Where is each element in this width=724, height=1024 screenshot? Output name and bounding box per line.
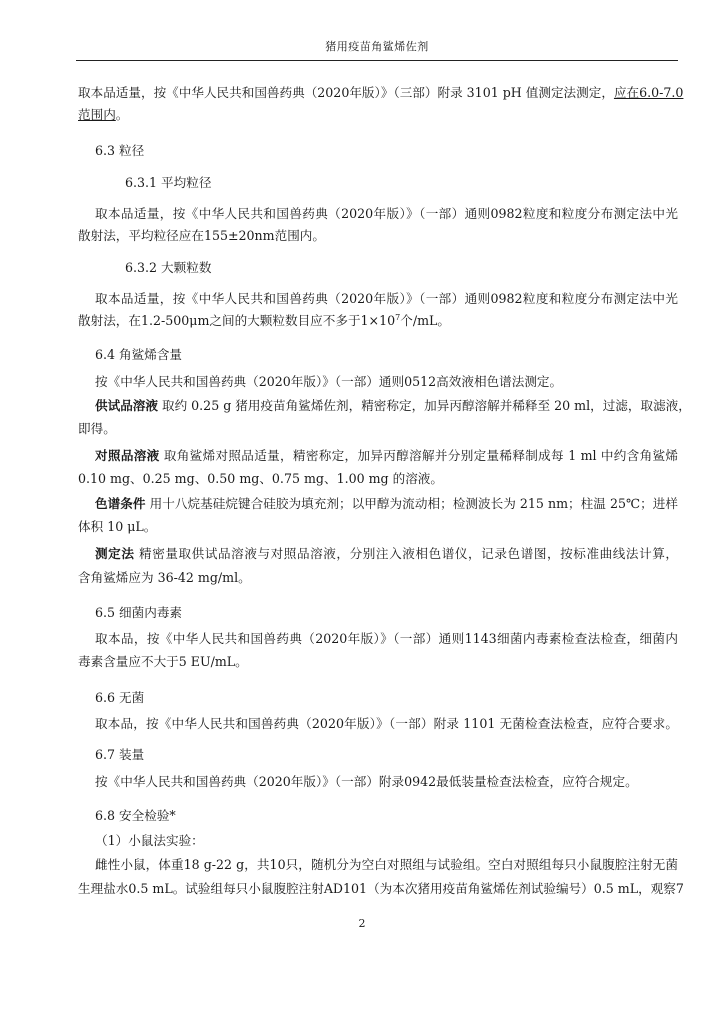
s68-line-1: 雌性小鼠，体重18 g-22 g，共10只，随机分为空白对照组与试验组。空白对照组每只小鼠腹腔注射无菌 — [95, 857, 678, 872]
reference-solution-label: 对照品溶液 — [95, 448, 160, 463]
sample-solution-label: 供试品溶液 — [95, 398, 158, 413]
s632-exponent: 7 — [395, 313, 401, 322]
section-heading-6-5: 6.5 细菌内毒素 — [95, 605, 183, 620]
running-header: 猪用疫苗角鲨烯佐剂 — [325, 40, 429, 53]
ph-paragraph-line-2 — [78, 107, 128, 123]
section-heading-6-3: 6.3 粒径 — [95, 143, 145, 158]
s66-line-1: 取本品，按《中华人民共和国兽药典（2020年版）》（一部）附录 1101 无菌检查法检查，应符合要求。 — [95, 716, 678, 731]
chromatography-label: 色谱条件 — [95, 496, 146, 511]
s631-line-1: 取本品适量，按《中华人民共和国兽药典（2020年版）》（一部）通则0982粒度和粒度分布测定法中光 — [95, 206, 678, 221]
s64-intro: 按《中华人民共和国兽药典（2020年版）》（一部）通则0512高效液相色谱法测定。 — [95, 374, 563, 389]
s64-chrom-line-2: 体积 10 μL。 — [78, 519, 157, 534]
s632-line-1: 取本品适量，按《中华人民共和国兽药典（2020年版）》（一部）通则0982粒度和粒度分布测定法中光 — [95, 291, 678, 306]
s632-line-2-unit: 个/mL。 — [400, 313, 450, 328]
s64-chrom-line-1 — [95, 496, 678, 512]
s65-line-1: 取本品，按《中华人民共和国兽药典（2020年版）》（一部）通则1143细菌内毒素检查法检查，细菌内 — [95, 631, 678, 646]
chromatography-text: 用十八烷基硅烷键合硅胶为填充剂；以甲醇为流动相；检测波长为 215 nm；柱温 25℃；进样 — [145, 496, 679, 511]
method-text: 精密量取供试品溶液与对照品溶液，分别注入液相色谱仪，记录色谱图，按标准曲线法计算， — [134, 546, 678, 561]
ph-end: 。 — [115, 107, 129, 122]
ph-paragraph-line-1 — [78, 85, 684, 101]
s67-line-1: 按《中华人民共和国兽药典（2020年版）》（一部）附录0942最低装量检查法检查，应符合规定。 — [95, 774, 638, 789]
ph-text: 取本品适量，按《中华人民共和国兽药典（2020年版）》（三部）附录 3101 pH 值测定法测定， — [78, 85, 614, 100]
ph-range-underlined-2: 范围内 — [78, 107, 116, 122]
page-number: 2 — [358, 917, 366, 930]
section-heading-6-4: 6.4 角鲨烯含量 — [95, 347, 183, 362]
s64-ref-line-1 — [95, 448, 678, 464]
s64-sample-line-2: 即得。 — [78, 421, 116, 436]
s631-line-2: 散射法，平均粒径应在155±20nm范围内。 — [78, 228, 325, 243]
section-heading-6-6: 6.6 无菌 — [95, 690, 145, 705]
method-label: 测定法 — [95, 546, 135, 561]
s68-line-2: 生理盐水0.5 mL。试验组每只小鼠腹腔注射AD101（为本次猪用疫苗角鲨烯佐剂试验编号）0.5 mL，观察7 — [78, 881, 684, 896]
s65-line-2: 毒素含量应不大于5 EU/mL。 — [78, 654, 248, 669]
section-heading-6-3-2: 6.3.2 大颗粒数 — [125, 260, 212, 275]
s68-sub-heading: （1）小鼠法实验： — [95, 833, 204, 848]
ph-range-underlined: 应在6.0-7.0 — [613, 85, 684, 100]
section-heading-6-8: 6.8 安全检验* — [95, 808, 176, 823]
section-heading-6-7: 6.7 装量 — [95, 747, 145, 762]
header-rule — [76, 60, 678, 61]
s632-line-2 — [78, 313, 450, 329]
reference-solution-text: 取角鲨烯对照品适量，精密称定，加异丙醇溶解并分别定量稀释制成每 1 ml 中约含角鲨烯 — [159, 448, 678, 463]
s64-method-line-1 — [95, 546, 678, 562]
s64-method-line-2: 含角鲨烯应为 36-42 mg/ml。 — [78, 570, 251, 585]
section-heading-6-3-1: 6.3.1 平均粒径 — [125, 175, 212, 190]
s64-ref-line-2: 0.10 mg、0.25 mg、0.50 mg、0.75 mg、1.00 mg 的溶液。 — [78, 471, 443, 486]
sample-solution-text: 取约 0.25 g 猪用疫苗角鲨烯佐剂，精密称定，加异丙醇溶解并稀释至 20 ml，过滤，取滤液， — [157, 398, 691, 413]
s64-sample-line-1 — [95, 398, 691, 414]
s632-line-2-text: 散射法，在1.2-500μm之间的大颗粒数目应不多于1×10 — [78, 313, 396, 328]
